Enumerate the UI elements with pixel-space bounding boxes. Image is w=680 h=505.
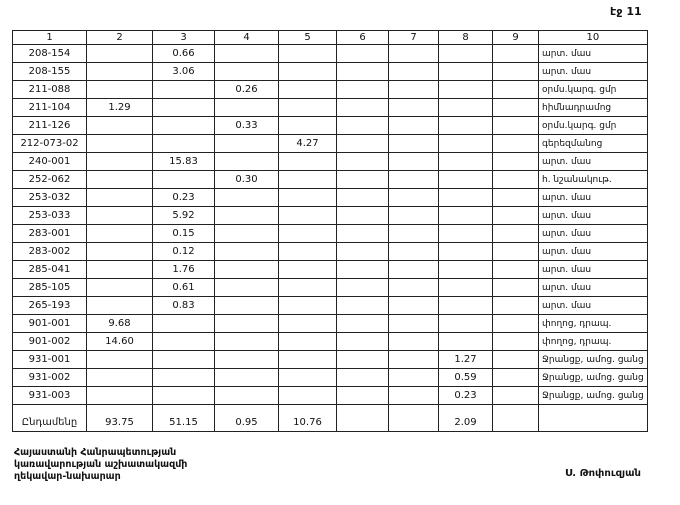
col-5-value: [279, 297, 337, 315]
parcel-code: 252-062: [13, 171, 87, 189]
land-use-description: արտ. մաս: [539, 207, 648, 225]
col-7-value: [389, 387, 439, 405]
land-use-description: արտ. մաս: [539, 63, 648, 81]
table-row: [13, 153, 648, 171]
land-use-description: փողոց, դրապ.: [539, 315, 648, 333]
land-use-description: արտ. մաս: [539, 261, 648, 279]
table-row: [13, 207, 648, 225]
col-7-value: [389, 279, 439, 297]
parcel-code: 211-104: [13, 99, 87, 117]
table-row: [13, 99, 648, 117]
col-5-value: [279, 225, 337, 243]
land-use-description: հիմնադրամոց: [539, 99, 648, 117]
total-col-7: [389, 405, 439, 432]
col-2-value: [87, 225, 153, 243]
col-4-value: 0.33: [215, 117, 279, 135]
col-5-value: [279, 315, 337, 333]
parcel-code: 211-088: [13, 81, 87, 99]
col-6-value: [337, 99, 389, 117]
col-8-value: 0.23: [439, 387, 493, 405]
col-3-value: 0.83: [153, 297, 215, 315]
land-use-description: օրմս.կարգ. ցմր: [539, 81, 648, 99]
col-7-value: [389, 135, 439, 153]
col-6-value: [337, 351, 389, 369]
col-6-value: [337, 243, 389, 261]
land-use-description: օրմս.կարգ. ցմր: [539, 117, 648, 135]
table-row: [13, 333, 648, 351]
column-header: 4: [215, 31, 279, 45]
col-3-value: 3.06: [153, 63, 215, 81]
col-7-value: [389, 351, 439, 369]
page-number: էջ 11: [610, 5, 642, 18]
col-2-value: [87, 279, 153, 297]
col-2-value: [87, 171, 153, 189]
col-7-value: [389, 153, 439, 171]
land-use-description: արտ. մաս: [539, 225, 648, 243]
signatory-title: [14, 447, 187, 483]
column-header: 8: [439, 31, 493, 45]
signatory-title-line: ղեկավար-նախարար: [14, 471, 121, 482]
land-use-description: փողոց, դրապ.: [539, 333, 648, 351]
col-5-value: [279, 63, 337, 81]
col-2-value: [87, 63, 153, 81]
col-4-value: [215, 351, 279, 369]
table-row: [13, 135, 648, 153]
col-9-value: [493, 387, 539, 405]
col-5-value: [279, 243, 337, 261]
col-7-value: [389, 99, 439, 117]
col-2-value: [87, 261, 153, 279]
col-3-value: [153, 117, 215, 135]
col-4-value: [215, 189, 279, 207]
col-3-value: 1.76: [153, 261, 215, 279]
table-row: [13, 261, 648, 279]
signatory-title-line: Հայաստանի Հանրապետության: [14, 447, 177, 458]
col-5-value: [279, 261, 337, 279]
parcel-code: 265-193: [13, 297, 87, 315]
column-header: 1: [13, 31, 87, 45]
col-7-value: [389, 243, 439, 261]
col-2-value: [87, 189, 153, 207]
parcel-code: 283-002: [13, 243, 87, 261]
col-7-value: [389, 189, 439, 207]
col-4-value: [215, 279, 279, 297]
col-9-value: [493, 261, 539, 279]
col-6-value: [337, 207, 389, 225]
col-7-value: [389, 207, 439, 225]
col-6-value: [337, 369, 389, 387]
col-3-value: 5.92: [153, 207, 215, 225]
col-3-value: 0.12: [153, 243, 215, 261]
col-5-value: [279, 171, 337, 189]
col-9-value: [493, 225, 539, 243]
table-row: [13, 387, 648, 405]
total-col-5: 10.76: [279, 405, 337, 432]
col-5-value: [279, 117, 337, 135]
col-9-value: [493, 45, 539, 63]
table-row: [13, 243, 648, 261]
col-6-value: [337, 135, 389, 153]
col-9-value: [493, 153, 539, 171]
col-5-value: [279, 81, 337, 99]
col-7-value: [389, 171, 439, 189]
col-6-value: [337, 261, 389, 279]
table-row: [13, 189, 648, 207]
column-header: 9: [493, 31, 539, 45]
col-9-value: [493, 81, 539, 99]
parcel-code: 208-154: [13, 45, 87, 63]
col-5-value: [279, 279, 337, 297]
col-2-value: 9.68: [87, 315, 153, 333]
land-use-description: արտ. մաս: [539, 279, 648, 297]
col-3-value: 0.61: [153, 279, 215, 297]
col-8-value: [439, 225, 493, 243]
total-col-10: [539, 405, 648, 432]
parcel-code: 253-033: [13, 207, 87, 225]
col-9-value: [493, 207, 539, 225]
col-3-value: 0.23: [153, 189, 215, 207]
col-7-value: [389, 117, 439, 135]
table-row: [13, 297, 648, 315]
col-8-value: [439, 99, 493, 117]
col-8-value: [439, 315, 493, 333]
col-8-value: 0.59: [439, 369, 493, 387]
col-8-value: [439, 135, 493, 153]
col-4-value: [215, 297, 279, 315]
col-3-value: [153, 351, 215, 369]
col-4-value: [215, 315, 279, 333]
table-body: [13, 45, 648, 405]
table-row: [13, 315, 648, 333]
col-8-value: [439, 333, 493, 351]
col-9-value: [493, 117, 539, 135]
table-row: [13, 225, 648, 243]
total-col-8: 2.09: [439, 405, 493, 432]
parcel-code: 240-001: [13, 153, 87, 171]
col-3-value: [153, 81, 215, 99]
col-6-value: [337, 333, 389, 351]
col-4-value: [215, 225, 279, 243]
col-8-value: [439, 207, 493, 225]
col-3-value: [153, 387, 215, 405]
col-2-value: [87, 351, 153, 369]
col-6-value: [337, 297, 389, 315]
parcel-code: 285-105: [13, 279, 87, 297]
land-use-description: Ջրանցք, ամոց. ցանց: [539, 387, 648, 405]
parcel-code: 931-001: [13, 351, 87, 369]
parcel-code: 931-002: [13, 369, 87, 387]
col-3-value: [153, 333, 215, 351]
col-6-value: [337, 153, 389, 171]
col-9-value: [493, 171, 539, 189]
col-3-value: [153, 99, 215, 117]
signatory-name: Ս. Թոփուզյան: [565, 468, 641, 479]
col-2-value: [87, 81, 153, 99]
col-6-value: [337, 315, 389, 333]
col-9-value: [493, 99, 539, 117]
table-row: [13, 171, 648, 189]
col-4-value: [215, 63, 279, 81]
total-col-2: 93.75: [87, 405, 153, 432]
land-use-description: արտ. մաս: [539, 189, 648, 207]
col-3-value: [153, 369, 215, 387]
col-4-value: [215, 261, 279, 279]
table-row: [13, 81, 648, 99]
col-2-value: [87, 297, 153, 315]
column-header: 3: [153, 31, 215, 45]
col-5-value: [279, 333, 337, 351]
column-header: 6: [337, 31, 389, 45]
col-9-value: [493, 297, 539, 315]
parcel-code: 253-032: [13, 189, 87, 207]
column-header: 2: [87, 31, 153, 45]
col-9-value: [493, 135, 539, 153]
col-5-value: 4.27: [279, 135, 337, 153]
land-use-description: Ջրանցք, ամոց. ցանց: [539, 369, 648, 387]
parcel-code: 211-126: [13, 117, 87, 135]
col-2-value: [87, 135, 153, 153]
col-2-value: 1.29: [87, 99, 153, 117]
table-row: [13, 63, 648, 81]
col-4-value: 0.30: [215, 171, 279, 189]
col-4-value: [215, 135, 279, 153]
column-header: 10: [539, 31, 648, 45]
col-4-value: [215, 387, 279, 405]
col-3-value: [153, 135, 215, 153]
table-row: [13, 117, 648, 135]
col-5-value: [279, 351, 337, 369]
col-9-value: [493, 279, 539, 297]
col-7-value: [389, 369, 439, 387]
col-3-value: 0.66: [153, 45, 215, 63]
land-use-description: հ. նշանակութ.: [539, 171, 648, 189]
col-9-value: [493, 243, 539, 261]
col-7-value: [389, 297, 439, 315]
col-6-value: [337, 63, 389, 81]
col-2-value: [87, 387, 153, 405]
col-8-value: [439, 63, 493, 81]
col-5-value: [279, 369, 337, 387]
col-8-value: [439, 81, 493, 99]
col-4-value: [215, 153, 279, 171]
col-8-value: [439, 297, 493, 315]
col-5-value: [279, 387, 337, 405]
col-6-value: [337, 117, 389, 135]
parcel-code: 283-001: [13, 225, 87, 243]
col-6-value: [337, 171, 389, 189]
col-2-value: 14.60: [87, 333, 153, 351]
total-row: [13, 405, 648, 432]
col-8-value: [439, 243, 493, 261]
total-col-6: [337, 405, 389, 432]
col-5-value: [279, 99, 337, 117]
col-9-value: [493, 369, 539, 387]
col-8-value: [439, 153, 493, 171]
col-8-value: [439, 189, 493, 207]
table-row: [13, 279, 648, 297]
col-2-value: [87, 243, 153, 261]
parcel-code: 285-041: [13, 261, 87, 279]
col-6-value: [337, 387, 389, 405]
col-6-value: [337, 189, 389, 207]
table-header-row: [13, 31, 648, 45]
col-8-value: [439, 279, 493, 297]
col-4-value: [215, 333, 279, 351]
col-9-value: [493, 189, 539, 207]
signatory-title-line: կառավարության աշխատակազմի: [14, 459, 188, 470]
col-8-value: [439, 117, 493, 135]
land-use-description: արտ. մաս: [539, 297, 648, 315]
col-2-value: [87, 369, 153, 387]
col-2-value: [87, 207, 153, 225]
col-3-value: [153, 171, 215, 189]
col-7-value: [389, 261, 439, 279]
col-7-value: [389, 81, 439, 99]
col-4-value: [215, 45, 279, 63]
col-7-value: [389, 63, 439, 81]
parcel-code: 931-003: [13, 387, 87, 405]
parcel-code: 901-002: [13, 333, 87, 351]
land-use-description: գերեզմանոց: [539, 135, 648, 153]
col-4-value: [215, 243, 279, 261]
col-4-value: [215, 99, 279, 117]
col-4-value: 0.26: [215, 81, 279, 99]
col-9-value: [493, 333, 539, 351]
col-7-value: [389, 225, 439, 243]
col-8-value: [439, 171, 493, 189]
col-6-value: [337, 45, 389, 63]
table-row: [13, 45, 648, 63]
col-6-value: [337, 225, 389, 243]
parcel-code: 208-155: [13, 63, 87, 81]
parcel-code: 901-001: [13, 315, 87, 333]
col-8-value: 1.27: [439, 351, 493, 369]
col-2-value: [87, 117, 153, 135]
total-col-3: 51.15: [153, 405, 215, 432]
land-ledger-table: [12, 30, 648, 432]
parcel-code: 212-073-02: [13, 135, 87, 153]
col-3-value: [153, 315, 215, 333]
col-5-value: [279, 207, 337, 225]
land-use-description: արտ. մաս: [539, 153, 648, 171]
col-8-value: [439, 45, 493, 63]
col-2-value: [87, 45, 153, 63]
table-row: [13, 351, 648, 369]
col-5-value: [279, 45, 337, 63]
col-5-value: [279, 153, 337, 171]
col-9-value: [493, 315, 539, 333]
land-use-description: արտ. մաս: [539, 45, 648, 63]
land-use-description: Ջրանցք, ամոց. ցանց: [539, 351, 648, 369]
total-col-4: 0.95: [215, 405, 279, 432]
table-row: [13, 369, 648, 387]
col-5-value: [279, 189, 337, 207]
col-8-value: [439, 261, 493, 279]
col-3-value: 15.83: [153, 153, 215, 171]
column-header: 7: [389, 31, 439, 45]
col-9-value: [493, 63, 539, 81]
total-label: Ընդամենը: [13, 405, 87, 432]
col-6-value: [337, 81, 389, 99]
col-3-value: 0.15: [153, 225, 215, 243]
col-4-value: [215, 369, 279, 387]
total-col-9: [493, 405, 539, 432]
col-2-value: [87, 153, 153, 171]
col-6-value: [337, 279, 389, 297]
col-4-value: [215, 207, 279, 225]
land-use-description: արտ. մաս: [539, 243, 648, 261]
col-7-value: [389, 333, 439, 351]
col-9-value: [493, 351, 539, 369]
col-7-value: [389, 45, 439, 63]
column-header: 5: [279, 31, 337, 45]
col-7-value: [389, 315, 439, 333]
